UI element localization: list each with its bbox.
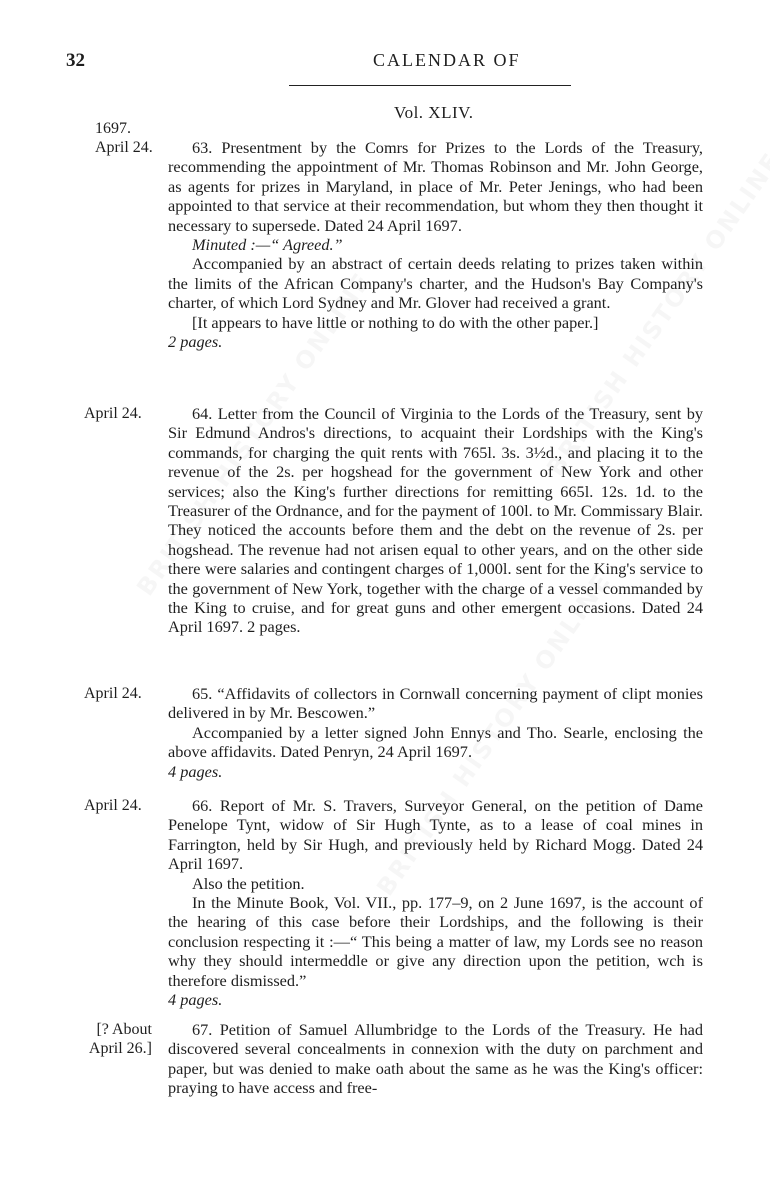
entry-text: 64. Letter from the Council of Virginia to the Lords of the Treasury, sent by Sir Edmund Andros's directions, to acquaint their Lordships with the King's commands, for charging the quit rents with 765l. 3s. 3½d., and placing it to the revenue of the 2s. per hogshead for the government of New York and other services; also the King's further directions for remitting 665l. 12s. 1d. to the Treasurer of the Ordnance, and for the payment of 100l. to Mr. Commissary Blair. They noticed the accounts before them and the debt on the revenue of 2s. per hogshead. The revenue had not arisen equal to other years, and on the other side there were salaries and contingent charges of 1,000l. sent for the King's service to the government of New York, together with the charge of a vessel commanded by the King to cruise, and for great guns and other emergent occasions. Dated 24 April 1697. 2 pages. <box>168 404 703 637</box>
entry-minute: Minuted :—“ Agreed.” <box>192 235 343 255</box>
running-title: CALENDAR OF <box>373 50 521 70</box>
entry-pages: 2 pages. <box>168 332 223 352</box>
entry-text: 65. “Affidavits of collectors in Cornwall concerning payment of clipt monies delivered in by Mr. Bescowen.” <box>168 684 703 723</box>
entry-day: April 24. <box>95 139 153 156</box>
header-rule <box>289 85 571 86</box>
entry-date-line: April 26.] <box>88 1040 152 1057</box>
volume-heading: Vol. XLIV. <box>394 103 474 122</box>
entry-pages: 4 pages. <box>168 990 223 1010</box>
entry-date-line: [? About <box>96 1021 152 1038</box>
entry-65 <box>168 684 703 781</box>
entry-63 <box>168 138 703 351</box>
entry-day: April 24. <box>84 685 142 702</box>
entry-date <box>84 404 142 423</box>
entry-date <box>70 1020 152 1058</box>
entry-date <box>84 684 142 703</box>
entry-day: April 24. <box>84 797 142 814</box>
entry-day: April 24. <box>84 405 142 422</box>
page-number: 32 <box>66 50 85 71</box>
entry-date <box>95 119 153 157</box>
entry-pages: 4 pages. <box>168 761 223 781</box>
entry-year: 1697. <box>95 120 131 137</box>
entry-date <box>84 796 142 815</box>
entry-text: Also the petition. <box>192 873 305 893</box>
entry-text: Accompanied by an abstract of certain deeds relating to prizes taken within the limits of the African Company's charter, and the Hudson's Bay Company's charter, of which Lord Sydney and Mr. Glover had received a grant. <box>168 254 703 313</box>
entry-text: 67. Petition of Samuel Allumbridge to the Lords of the Treasury. He had discovered several concealments in connexion with the duty on parchment and paper, but was denied to make oath about the same as he was the King's officer: praying to have access and free- <box>168 1020 703 1098</box>
entry-note: [It appears to have little or nothing to do with the other paper.] <box>192 312 599 332</box>
entry-text: In the Minute Book, Vol. VII., pp. 177–9, on 2 June 1697, is the account of the hearing of this case before their Lordships, and the following is their conclusion respecting it :—“ This being a matter of law, my Lords see no reason why they should intermeddle or give any direction upon the petition, wch is therefore dismissed.” <box>168 893 703 990</box>
entry-text: 63. Presentment by the Comrs for Prizes to the Lords of the Treasury, recommending the appointment of Mr. Thomas Robinson and Mr. John George, as agents for prizes in Maryland, in place of Mr. Peter Jenings, who had been appointed to that service at their recommendation, but whom they then thought it necessary to supersede. Dated 24 April 1697. <box>168 138 703 235</box>
entry-64 <box>168 404 703 637</box>
entry-text: 66. Report of Mr. S. Travers, Surveyor General, on the petition of Dame Penelope Tynt, widow of Sir Hugh Tynte, as to a lease of coal mines in Farrington, held by Sir Hugh, and previously held by Richard Mogg. Dated 24 April 1697. <box>168 796 703 874</box>
entry-67 <box>168 1020 703 1098</box>
entry-text: Accompanied by a letter signed John Ennys and Tho. Searle, enclosing the above affidavits. Dated Penryn, 24 April 1697. <box>168 722 703 762</box>
entry-66 <box>168 796 703 1009</box>
